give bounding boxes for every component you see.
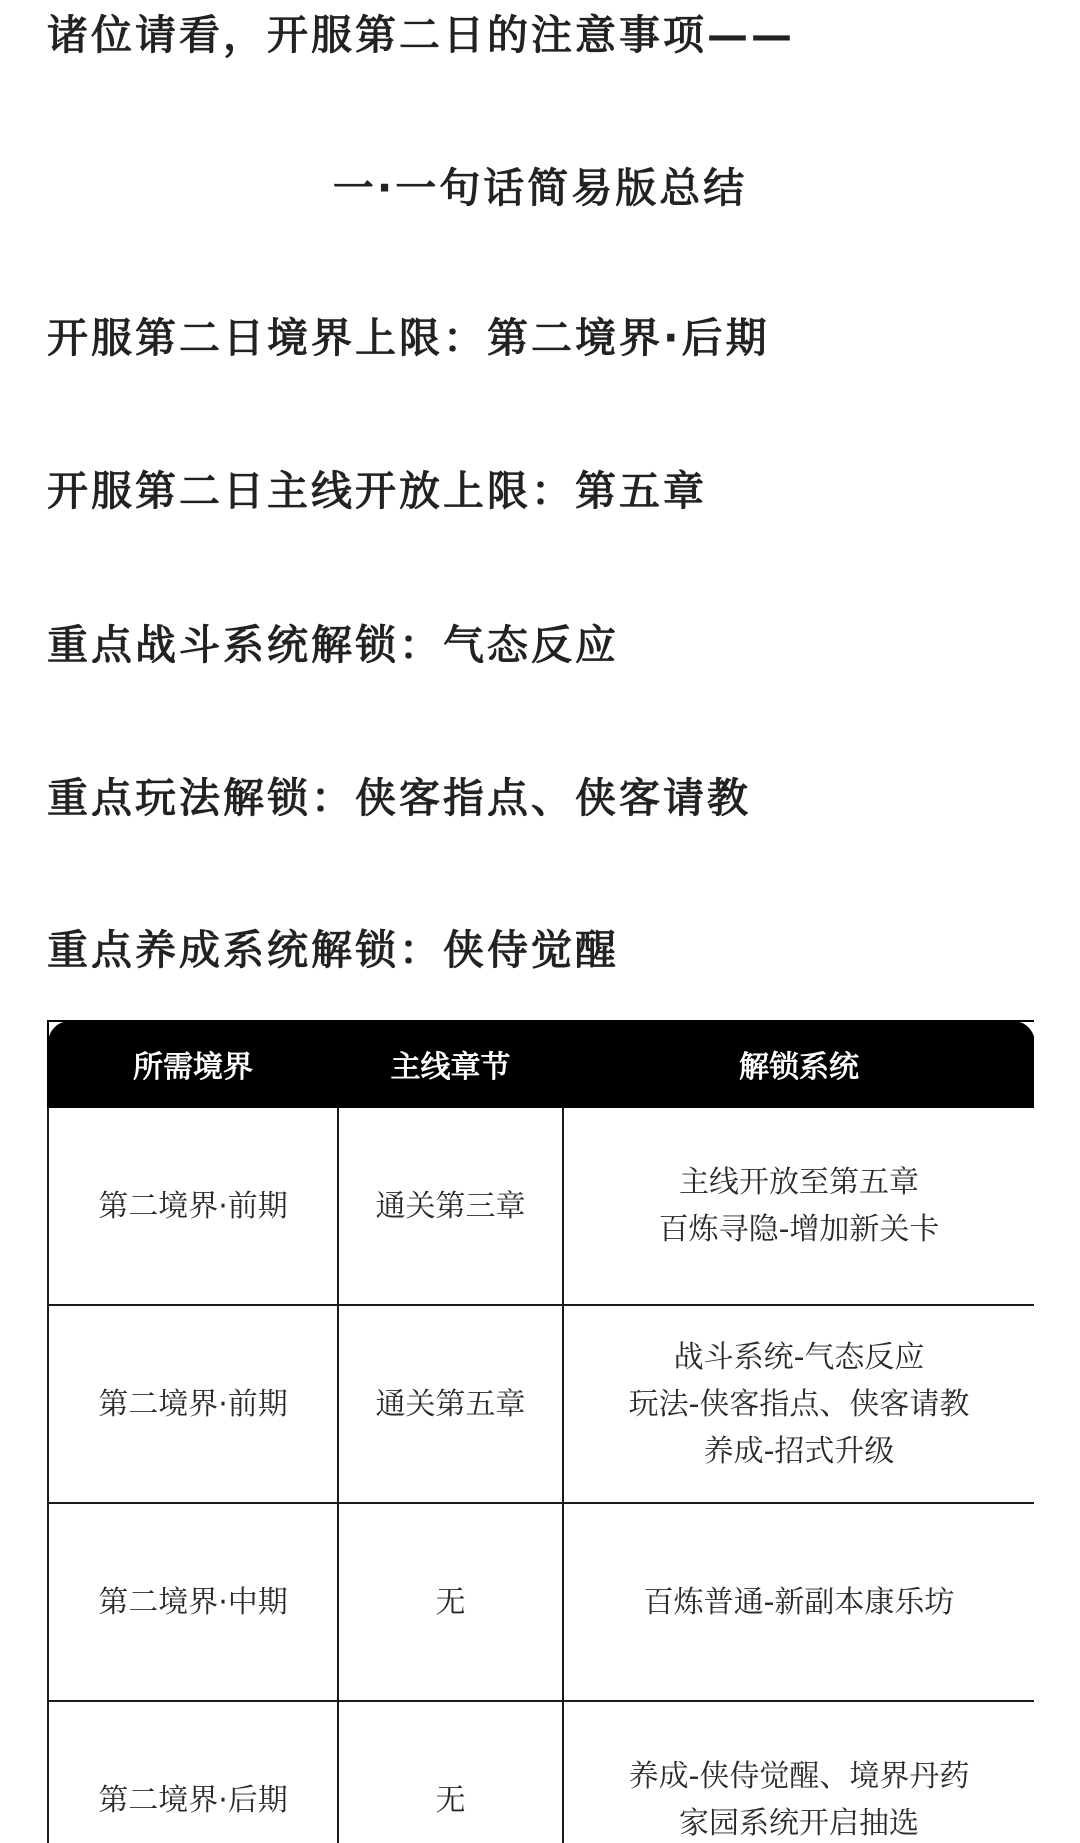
cell-chapter: 无	[338, 1503, 563, 1701]
cell-chapter: 无	[338, 1701, 563, 1843]
section-heading: 一·一句话简易版总结	[332, 164, 748, 212]
cell-chapter: 通关第五章	[338, 1305, 563, 1503]
system-line: 百炼寻隐-增加新关卡	[658, 1212, 940, 1247]
system-line: 养成-侠侍觉醒、境界丹药	[628, 1759, 970, 1794]
cell-systems	[563, 1107, 1034, 1305]
cell-realm: 第二境界·中期	[48, 1503, 338, 1701]
header-unlocked-systems: 解锁系统	[563, 1021, 1034, 1107]
table-row	[48, 1107, 1034, 1305]
cell-systems	[563, 1305, 1034, 1503]
header-required-realm: 所需境界	[48, 1021, 338, 1107]
table-row	[48, 1701, 1034, 1843]
summary-gameplay-unlock: 重点玩法解锁：侠客指点、侠客请教	[47, 774, 751, 822]
system-line: 养成-招式升级	[703, 1433, 895, 1469]
header-main-chapter: 主线章节	[338, 1021, 563, 1107]
intro-text: 诸位请看，开服第二日的注意事项——	[47, 11, 795, 59]
cell-realm: 第二境界·前期	[48, 1305, 338, 1503]
cell-systems	[563, 1701, 1034, 1843]
cell-systems	[563, 1503, 1034, 1701]
system-line: 战斗系统-气态反应	[673, 1339, 925, 1375]
cell-realm: 第二境界·前期	[48, 1107, 338, 1305]
summary-mainline-cap: 开服第二日主线开放上限：第五章	[47, 467, 707, 515]
system-line: 主线开放至第五章	[679, 1165, 919, 1200]
table-row	[48, 1503, 1034, 1701]
table-header-row	[48, 1021, 1034, 1107]
summary-combat-unlock: 重点战斗系统解锁：气态反应	[47, 621, 619, 669]
summary-growth-unlock: 重点养成系统解锁：侠侍觉醒	[47, 926, 619, 974]
system-line: 玩法-侠客指点、侠客请教	[628, 1386, 970, 1422]
unlock-table	[47, 1020, 1034, 1843]
summary-realm-cap: 开服第二日境界上限：第二境界·后期	[47, 314, 770, 362]
cell-chapter: 通关第三章	[338, 1107, 563, 1305]
cell-realm: 第二境界·后期	[48, 1701, 338, 1843]
system-line: 家园系统开启抽选	[679, 1806, 919, 1841]
system-line: 百炼普通-新副本康乐坊	[643, 1584, 955, 1620]
table-row	[48, 1305, 1034, 1503]
